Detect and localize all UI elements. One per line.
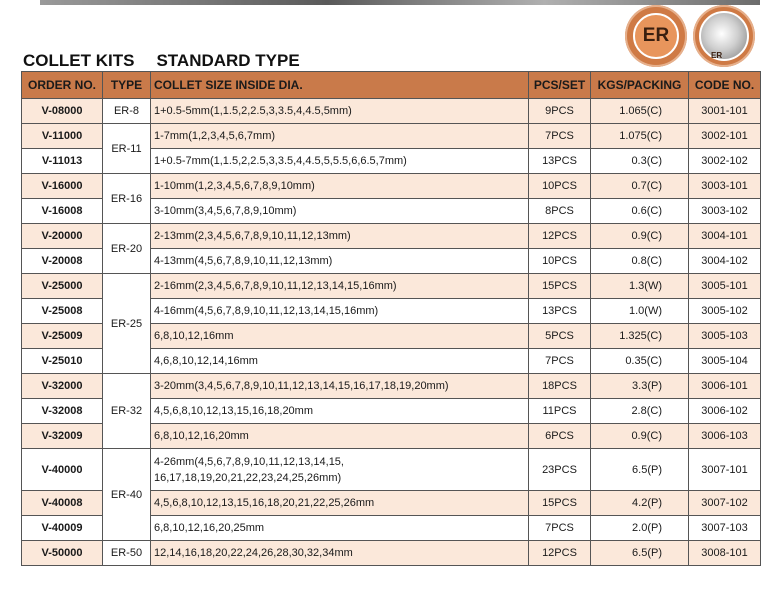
order-no-cell: V-32008: [22, 399, 103, 424]
collet-size-cell: 12,14,16,18,20,22,24,26,28,30,32,34mm: [151, 541, 529, 566]
table-row: [22, 449, 761, 491]
col-kgs-packing: KGS/PACKING: [591, 72, 689, 99]
collet-size-cell: 1+0.5-7mm(1,1.5,2,2.5,3,3.5,4,4.5,5,5.5,6,6.5,7mm): [151, 149, 529, 174]
col-code-no: CODE NO.: [689, 72, 761, 99]
kgs-cell: 4.2(P): [591, 491, 689, 516]
collet-size-cell: 4-13mm(4,5,6,7,8,9,10,11,12,13mm): [151, 249, 529, 274]
collet-size-cell: 1-7mm(1,2,3,4,5,6,7mm): [151, 124, 529, 149]
order-no-cell: V-32009: [22, 424, 103, 449]
pcs-cell: 23PCS: [529, 449, 591, 491]
code-cell: 3008-101: [689, 541, 761, 566]
collet-size-cell: [151, 449, 529, 491]
table-row: [22, 541, 761, 566]
code-cell: 3003-102: [689, 199, 761, 224]
kgs-cell: 0.9(C): [591, 224, 689, 249]
collet-size-cell: 4,5,6,8,10,12,13,15,16,18,20mm: [151, 399, 529, 424]
order-no-cell: V-40008: [22, 491, 103, 516]
er-logo-text: ER: [633, 13, 679, 59]
collet-image-icon: [699, 11, 749, 61]
pcs-cell: 13PCS: [529, 299, 591, 324]
table-row: [22, 99, 761, 124]
pcs-cell: 5PCS: [529, 324, 591, 349]
pcs-cell: 10PCS: [529, 249, 591, 274]
kgs-cell: 1.3(W): [591, 274, 689, 299]
collet-size-cell: 4,6,8,10,12,14,16mm: [151, 349, 529, 374]
code-cell: 3004-102: [689, 249, 761, 274]
collet-size-cell: 6,8,10,12,16,20,25mm: [151, 516, 529, 541]
pcs-cell: 13PCS: [529, 149, 591, 174]
code-cell: 3006-103: [689, 424, 761, 449]
heading-kits: COLLET KITS: [23, 51, 135, 70]
kgs-cell: 6.5(P): [591, 449, 689, 491]
order-no-cell: V-08000: [22, 99, 103, 124]
order-no-cell: V-50000: [22, 541, 103, 566]
collet-size-line-1: 4-26mm(4,5,6,7,8,9,10,11,12,13,14,15,: [154, 455, 344, 468]
pcs-cell: 9PCS: [529, 99, 591, 124]
col-collet-size: COLLET SIZE INSIDE DIA.: [151, 72, 529, 99]
order-no-cell: V-25010: [22, 349, 103, 374]
col-type: TYPE: [103, 72, 151, 99]
kgs-cell: 1.065(C): [591, 99, 689, 124]
code-cell: 3007-103: [689, 516, 761, 541]
order-no-cell: V-25009: [22, 324, 103, 349]
code-cell: 3002-102: [689, 149, 761, 174]
code-cell: 3007-101: [689, 449, 761, 491]
order-no-cell: V-25000: [22, 274, 103, 299]
kgs-cell: 0.9(C): [591, 424, 689, 449]
type-cell: ER-32: [103, 374, 151, 449]
collet-size-cell: 3-10mm(3,4,5,6,7,8,9,10mm): [151, 199, 529, 224]
order-no-cell: V-11013: [22, 149, 103, 174]
collet-size-cell: 1-10mm(1,2,3,4,5,6,7,8,9,10mm): [151, 174, 529, 199]
code-cell: 3005-102: [689, 299, 761, 324]
col-pcs-set: PCS/SET: [529, 72, 591, 99]
code-cell: 3007-102: [689, 491, 761, 516]
table-row: [22, 124, 761, 149]
pcs-cell: 7PCS: [529, 349, 591, 374]
order-no-cell: V-20000: [22, 224, 103, 249]
order-no-cell: V-32000: [22, 374, 103, 399]
collet-size-cell: 4-16mm(4,5,6,7,8,9,10,11,12,13,14,15,16mm): [151, 299, 529, 324]
pcs-cell: 15PCS: [529, 274, 591, 299]
kgs-cell: 0.8(C): [591, 249, 689, 274]
order-no-cell: V-16008: [22, 199, 103, 224]
pcs-cell: 15PCS: [529, 491, 591, 516]
table-row: [22, 174, 761, 199]
collet-size-cell: 2-13mm(2,3,4,5,6,7,8,9,10,11,12,13mm): [151, 224, 529, 249]
pcs-cell: 11PCS: [529, 399, 591, 424]
order-no-cell: V-25008: [22, 299, 103, 324]
code-cell: 3006-101: [689, 374, 761, 399]
order-no-cell: V-11000: [22, 124, 103, 149]
order-no-cell: V-16000: [22, 174, 103, 199]
pcs-cell: 10PCS: [529, 174, 591, 199]
pcs-cell: 6PCS: [529, 424, 591, 449]
collet-logo-tag: ER: [711, 51, 723, 60]
order-no-cell: V-40000: [22, 449, 103, 491]
type-cell: ER-25: [103, 274, 151, 374]
kgs-cell: 1.075(C): [591, 124, 689, 149]
type-cell: ER-16: [103, 174, 151, 224]
collet-logo-badge: [693, 5, 755, 67]
pcs-cell: 8PCS: [529, 199, 591, 224]
pcs-cell: 12PCS: [529, 224, 591, 249]
pcs-cell: 7PCS: [529, 124, 591, 149]
type-cell: ER-50: [103, 541, 151, 566]
type-cell: ER-40: [103, 449, 151, 541]
code-cell: 3005-104: [689, 349, 761, 374]
kgs-cell: 2.0(P): [591, 516, 689, 541]
kgs-cell: 0.3(C): [591, 149, 689, 174]
pcs-cell: 12PCS: [529, 541, 591, 566]
kgs-cell: 6.5(P): [591, 541, 689, 566]
table-row: [22, 224, 761, 249]
pcs-cell: 7PCS: [529, 516, 591, 541]
table-row: [22, 374, 761, 399]
kgs-cell: 2.8(C): [591, 399, 689, 424]
table-row: [22, 274, 761, 299]
pcs-cell: 18PCS: [529, 374, 591, 399]
code-cell: 3005-101: [689, 274, 761, 299]
page-heading: [23, 51, 322, 71]
type-cell: ER-8: [103, 99, 151, 124]
collet-size-cell: 6,8,10,12,16mm: [151, 324, 529, 349]
col-order-no: ORDER NO.: [22, 72, 103, 99]
order-no-cell: V-20008: [22, 249, 103, 274]
er-logo-badge: [625, 5, 687, 67]
collet-size-cell: 1+0.5-5mm(1,1.5,2,2.5,3,3.5,4,4.5,5mm): [151, 99, 529, 124]
code-cell: 3004-101: [689, 224, 761, 249]
collet-size-line-2: 16,17,18,19,20,21,22,23,24,25,26mm): [154, 471, 342, 484]
code-cell: 3002-101: [689, 124, 761, 149]
kgs-cell: 0.7(C): [591, 174, 689, 199]
kgs-cell: 3.3(P): [591, 374, 689, 399]
kgs-cell: 1.0(W): [591, 299, 689, 324]
collet-size-cell: 3-20mm(3,4,5,6,7,8,9,10,11,12,13,14,15,16,17,18,19,20mm): [151, 374, 529, 399]
collet-size-cell: 6,8,10,12,16,20mm: [151, 424, 529, 449]
collet-kits-table: [21, 71, 761, 566]
kgs-cell: 0.35(C): [591, 349, 689, 374]
code-cell: 3001-101: [689, 99, 761, 124]
collet-size-cell: 4,5,6,8,10,12,13,15,16,18,20,21,22,25,26mm: [151, 491, 529, 516]
heading-type: STANDARD TYPE: [156, 51, 300, 70]
order-no-cell: V-40009: [22, 516, 103, 541]
type-cell: ER-11: [103, 124, 151, 174]
kgs-cell: 1.325(C): [591, 324, 689, 349]
code-cell: 3005-103: [689, 324, 761, 349]
code-cell: 3006-102: [689, 399, 761, 424]
collet-size-cell: 2-16mm(2,3,4,5,6,7,8,9,10,11,12,13,14,15,16mm): [151, 274, 529, 299]
code-cell: 3003-101: [689, 174, 761, 199]
kgs-cell: 0.6(C): [591, 199, 689, 224]
table-header-row: [22, 72, 761, 99]
type-cell: ER-20: [103, 224, 151, 274]
